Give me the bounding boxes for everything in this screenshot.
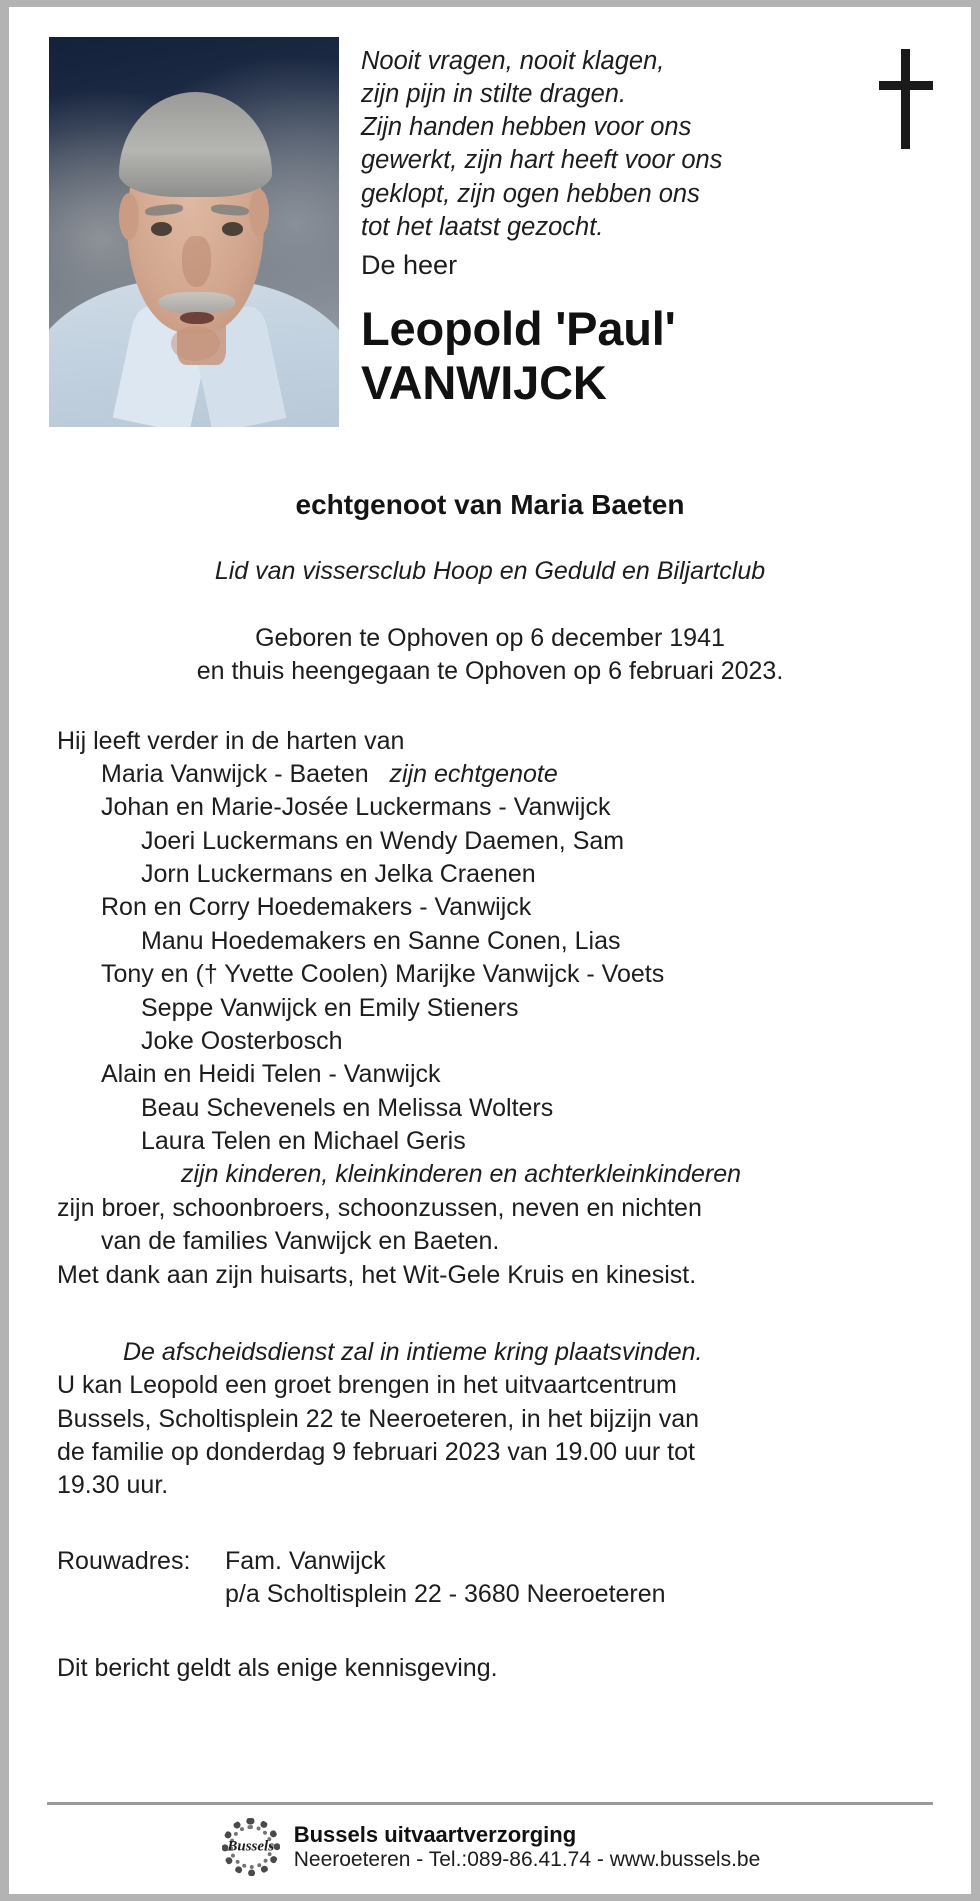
poem-line: zijn pijn in stilte dragen. — [361, 80, 627, 109]
funeral-home-footer — [9, 1802, 971, 1894]
memorial-poem — [361, 45, 731, 244]
footer-divider — [47, 1802, 933, 1805]
survivor-row: Seppe Vanwijck en Emily Stieners — [141, 993, 519, 1022]
survivor-name: Maria Vanwijck - Baeten — [101, 759, 369, 788]
service-line: U kan Leopold een groet brengen in het uitvaartcentrum — [57, 1371, 677, 1400]
mourning-address-row — [57, 1578, 971, 1611]
service-note: De afscheidsdienst zal in intieme kring plaatsvinden. — [123, 1337, 703, 1366]
portrait-photo — [49, 37, 339, 427]
relatives-line: zijn broer, schoonbroers, schoonzussen, neven en nichten — [57, 1193, 702, 1222]
mourning-address-spacer — [57, 1578, 225, 1611]
poem-line: gewerkt, zijn hart heeft voor ons — [361, 146, 723, 175]
portrait-ear-left — [119, 193, 139, 240]
cross-horizontal-bar — [879, 81, 933, 90]
survivor-row: Ron en Corry Hoedemakers - Vanwijck — [101, 893, 532, 922]
funeral-home-contact: Neeroeteren - Tel.:089-86.41.74 - www.bussels.be — [293, 1847, 761, 1871]
latin-cross-icon — [879, 49, 933, 149]
poem-line: Zijn handen hebben voor ons — [361, 113, 692, 142]
death-line: en thuis heengegaan te Ophoven op 6 februari 2023. — [196, 657, 784, 686]
descendants-note: zijn kinderen, kleinkinderen en achterkleinkinderen — [181, 1160, 742, 1189]
name-first-line: Leopold 'Paul' — [361, 302, 676, 355]
survivor-row: Jorn Luckermans en Jelka Craenen — [141, 860, 536, 888]
survivor-row: Joke Oosterbosch — [141, 1026, 343, 1055]
memorial-card — [9, 7, 971, 1894]
portrait-mustache — [159, 292, 234, 313]
thanks-line: Met dank aan zijn huisarts, het Wit-Gele Kruis en kinesist. — [57, 1260, 697, 1289]
mourning-address-row — [57, 1545, 971, 1578]
survivor-relation: zijn echtgenote — [389, 759, 558, 788]
survivor-row: Johan en Marie-Josée Luckermans - Vanwijck — [101, 793, 611, 822]
survivor-row: Joeri Luckermans en Wendy Daemen, Sam — [141, 826, 625, 855]
deceased-name — [361, 302, 676, 409]
poem-line: tot het laatst gezocht. — [361, 212, 604, 241]
survivor-row: Laura Telen en Michael Geris — [141, 1127, 466, 1155]
service-line: de familie op donderdag 9 februari 2023 van 19.00 uur tot — [57, 1438, 695, 1466]
survivor-row — [57, 758, 947, 791]
bussels-seal-icon — [220, 1816, 282, 1878]
mourning-address-block — [9, 1545, 971, 1612]
poem-line: geklopt, zijn ogen hebben ons — [361, 179, 700, 208]
birth-line: Geboren te Ophoven op 6 december 1941 — [255, 624, 725, 652]
card-header-zone — [9, 7, 971, 477]
mourning-address-label: Rouwadres: — [57, 1546, 191, 1575]
survivor-row: Alain en Heidi Telen - Vanwijck — [101, 1060, 441, 1089]
honorific: De heer — [361, 250, 458, 280]
survivors-block — [9, 725, 971, 1259]
portrait-ear-right — [249, 189, 269, 236]
survivor-row: Tony en († Yvette Coolen) Marijke Vanwijck - Voets — [101, 960, 665, 989]
portrait-nose — [182, 236, 211, 287]
service-block — [9, 1336, 971, 1503]
single-notice-line: Dit bericht geldt als enige kennisgeving. — [57, 1653, 498, 1682]
relatives-line: van de families Vanwijck en Baeten. — [101, 1227, 500, 1256]
service-line: 19.30 uur. — [57, 1471, 169, 1500]
portrait-chin — [171, 326, 220, 361]
membership-line: Lid van vissersclub Hoop en Geduld en Biljartclub — [214, 557, 766, 585]
portrait-hair — [119, 92, 273, 197]
spouse-line: echtgenoot van Maria Baeten — [295, 489, 685, 520]
mourning-address-name: Fam. Vanwijck — [225, 1546, 386, 1575]
mourning-address-street: p/a Scholtisplein 22 - 3680 Neeroeteren — [225, 1580, 666, 1609]
survivors-intro: Hij leeft verder in de harten van — [57, 726, 405, 755]
survivor-row: Manu Hoedemakers en Sanne Conen, Lias — [141, 926, 621, 955]
poem-line: Nooit vragen, nooit klagen, — [361, 47, 665, 75]
survivor-row: Beau Schevenels en Melissa Wolters — [141, 1093, 554, 1122]
name-surname-line: VANWIJCK — [361, 355, 607, 409]
service-line: Bussels, Scholtisplein 22 te Neeroeteren, in het bijzijn van — [57, 1404, 700, 1433]
footer-content — [9, 1816, 971, 1878]
cross-vertical-bar — [901, 49, 910, 149]
seal-wordmark: Bussels — [227, 1838, 275, 1855]
funeral-home-name: Bussels uitvaartverzorging — [293, 1821, 577, 1847]
footer-text-block — [294, 1822, 761, 1873]
life-dates — [9, 622, 971, 689]
